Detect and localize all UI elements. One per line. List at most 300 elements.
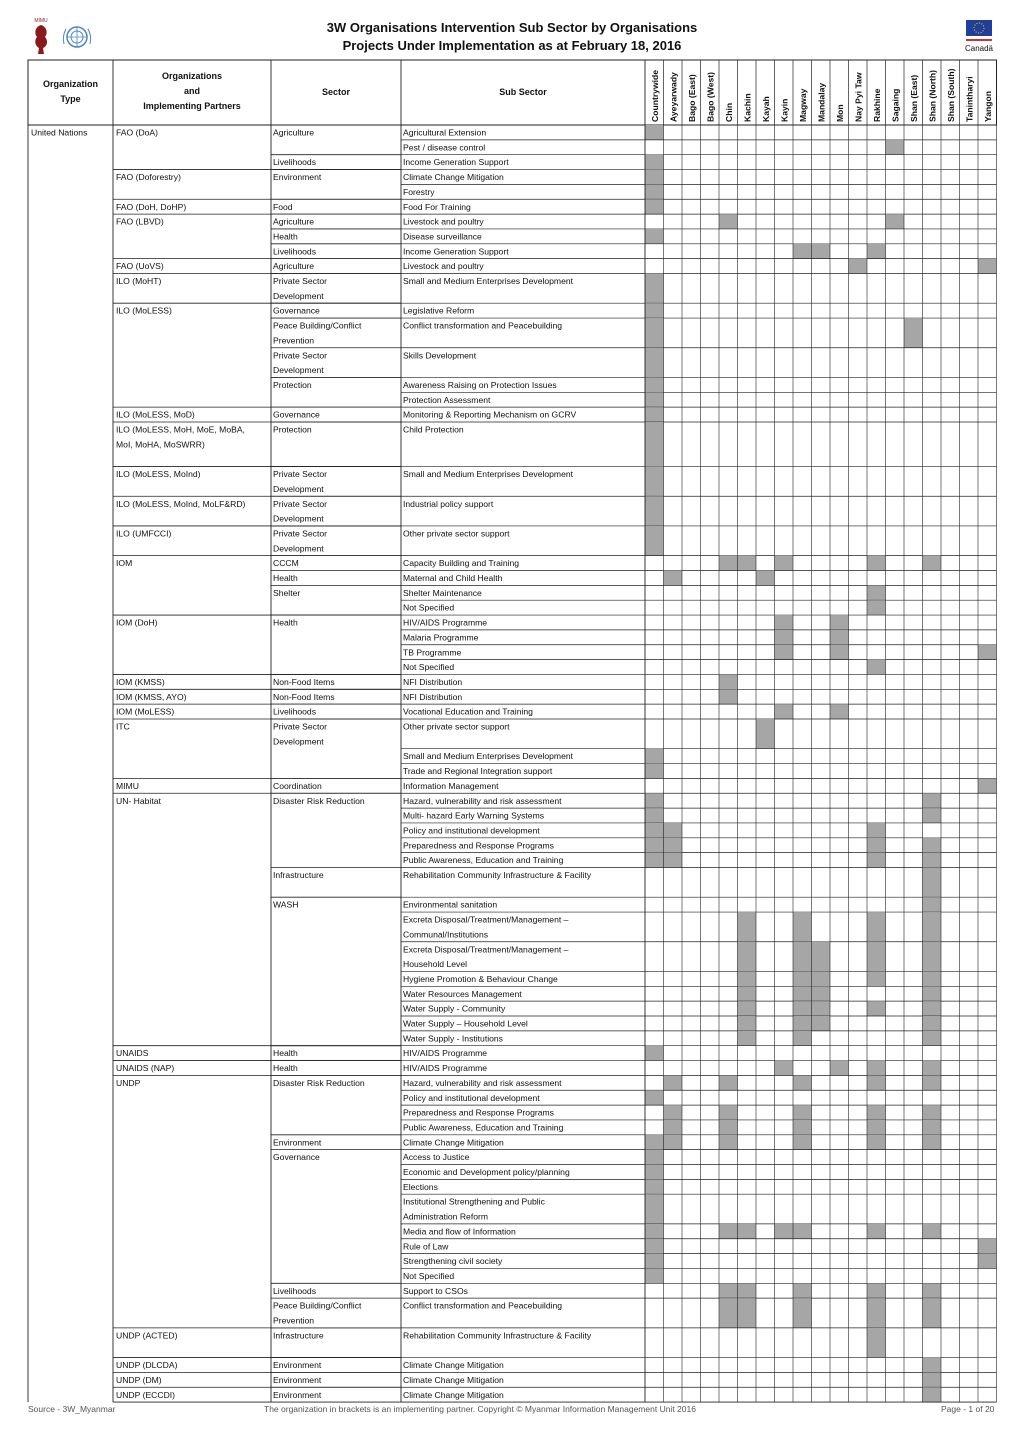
sector-name: Livelihoods (273, 706, 316, 717)
sub-sector-name: Trade and Regional Integration support (403, 766, 553, 777)
intervention-table (28, 60, 996, 1400)
sector-name: Governance (273, 1152, 320, 1163)
sub-sector-name: Climate Change Mitigation (403, 1137, 504, 1148)
filled-cell (812, 1016, 831, 1031)
region-header: Tanintharyi (964, 76, 975, 122)
filled-cell (664, 823, 683, 838)
sector-name: Private Sector (273, 498, 327, 509)
canada-logo-text: Canadä (964, 44, 994, 53)
filled-cell (923, 1224, 942, 1239)
region-header: Nay Pyi Taw (853, 72, 864, 122)
filled-cell (738, 1016, 757, 1031)
eu-canada-logo-icon (962, 18, 996, 54)
sub-sector-name: Forestry (403, 186, 435, 197)
filled-cell (923, 1283, 942, 1298)
region-header: Shan (South) (945, 68, 956, 122)
filled-cell (923, 1135, 942, 1150)
filled-cell (645, 125, 664, 140)
filled-cell (645, 199, 664, 214)
filled-cell (664, 1120, 683, 1135)
sub-sector-name: Maternal and Child Health (403, 573, 503, 583)
sub-sector-name: Conflict transformation and Peacebuilding (403, 320, 563, 331)
filled-cell (775, 704, 794, 719)
filled-cell (867, 1120, 886, 1135)
sector-name: Prevention (273, 1315, 315, 1326)
organization-name: UNAIDS (NAP) (116, 1063, 175, 1074)
region-header: Bago (East) (686, 74, 697, 122)
header-sector: Sector (321, 87, 351, 97)
filled-cell (923, 868, 942, 898)
filled-cell (923, 1061, 942, 1076)
filled-cell (867, 1105, 886, 1120)
organization-name: ITC (116, 721, 130, 732)
sub-sector-name: Information Management (403, 780, 499, 791)
filled-cell (645, 526, 664, 556)
sub-sector-name: Strengthening civil society (403, 1256, 503, 1267)
filled-cell (867, 942, 886, 972)
filled-cell (645, 184, 664, 199)
organization-name: IOM (DoH) (116, 617, 158, 628)
filled-cell (645, 1046, 664, 1061)
region-header: Yangon (982, 90, 993, 122)
organization-name: ILO (MoLESS) (116, 305, 172, 316)
filled-cell (756, 719, 775, 749)
sector-name: Private Sector (273, 721, 327, 732)
region-header: Chin (723, 102, 734, 122)
sub-sector-name: Monitoring & Reporting Mechanism on GCRV (403, 409, 577, 420)
sub-sector-name: Excreta Disposal/Treatment/Management – (403, 914, 569, 925)
filled-cell (867, 1224, 886, 1239)
sub-sector-name: Rehabilitation Community Infrastructure & Facility (403, 1330, 592, 1341)
organization-name: IOM (KMSS, AYO) (116, 691, 187, 702)
filled-cell (645, 348, 664, 378)
header-org-type: Organization (42, 79, 99, 89)
sub-sector-name: Pest / disease control (403, 142, 486, 153)
organization-name: ILO (MoHT) (116, 276, 162, 286)
filled-cell (923, 1075, 942, 1090)
filled-cell (923, 1001, 942, 1016)
organization-name: FAO (DoH, DoHP) (116, 201, 187, 212)
filled-cell (867, 244, 886, 259)
filled-cell (793, 1031, 812, 1046)
filled-cell (645, 274, 664, 304)
intervention-grid (28, 60, 996, 1400)
filled-cell (793, 1016, 812, 1031)
filled-cell (645, 229, 664, 244)
filled-cell (830, 1061, 849, 1076)
sector-name: Private Sector (273, 469, 327, 480)
filled-cell (738, 942, 757, 972)
sub-sector-name: Household Level (403, 959, 468, 970)
filled-cell (775, 556, 794, 571)
sector-name: Environment (273, 1360, 322, 1371)
filled-cell (645, 377, 664, 392)
sub-sector-name: Economic and Development policy/planning (403, 1167, 570, 1177)
filled-cell (867, 1328, 886, 1358)
region-header: Sagaing (890, 88, 901, 122)
sub-sector-name: Malaria Programme (403, 632, 479, 643)
filled-cell (923, 912, 942, 942)
filled-cell (849, 259, 868, 274)
filled-cell (645, 1194, 664, 1224)
un-logo-icon (60, 24, 94, 50)
sector-name: Coordination (273, 780, 322, 791)
filled-cell (719, 689, 738, 704)
region-header: Ayeyarwady (668, 72, 679, 122)
filled-cell (923, 986, 942, 1001)
sector-name: Governance (273, 305, 320, 316)
filled-cell (830, 645, 849, 660)
sub-sector-name: Public Awareness, Education and Training (403, 855, 564, 866)
sub-sector-name: Capacity Building and Training (403, 558, 520, 569)
sub-sector-name: Public Awareness, Education and Training (403, 1122, 564, 1133)
sub-sector-name: Environmental sanitation (403, 899, 498, 910)
region-header: Countrywide (649, 69, 660, 122)
region-header: Kayah (760, 96, 771, 122)
filled-cell (923, 1372, 942, 1387)
sub-sector-name: Awareness Raising on Protection Issues (403, 379, 557, 390)
sub-sector-name: Livestock and poultry (403, 261, 484, 272)
organization-name: ILO (MoLESS, MoD) (116, 409, 195, 420)
sub-sector-name: Hygiene Promotion & Behaviour Change (403, 973, 558, 984)
filled-cell (645, 1268, 664, 1283)
sub-sector-name: Small and Medium Enterprises Development (403, 469, 574, 480)
sector-name: Health (273, 1048, 298, 1059)
sector-name: Development (273, 543, 324, 554)
filled-cell (645, 155, 664, 170)
filled-cell (738, 1224, 757, 1239)
sub-sector-name: Protection Assessment (403, 394, 491, 405)
sub-sector-name: Policy and institutional development (403, 825, 540, 836)
filled-cell (645, 838, 664, 853)
filled-cell (738, 1001, 757, 1016)
sector-name: Private Sector (273, 276, 327, 286)
filled-cell (719, 1120, 738, 1135)
filled-cell (793, 1120, 812, 1135)
sub-sector-name: Media and flow of Information (403, 1226, 516, 1237)
footer-source: Source - 3W_Myanmar (28, 1404, 116, 1414)
sector-name: Development (273, 365, 324, 376)
filled-cell (645, 496, 664, 526)
sector-name: Development (273, 513, 324, 524)
filled-cell (719, 674, 738, 689)
filled-cell (904, 318, 923, 348)
sector-name: Protection (273, 424, 312, 435)
sector-name: Disaster Risk Reduction (273, 1077, 365, 1088)
sector-name: Livelihoods (273, 1285, 316, 1296)
filled-cell (645, 1254, 664, 1269)
filled-cell (645, 303, 664, 318)
sector-name: Infrastructure (273, 870, 324, 880)
filled-cell (719, 1283, 738, 1298)
filled-cell (867, 853, 886, 868)
filled-cell (923, 1358, 942, 1373)
sub-sector-name: Access to Justice (403, 1152, 470, 1163)
sector-name: Development (273, 483, 324, 494)
sub-sector-name: Hazard, vulnerability and risk assessment (403, 795, 562, 806)
filled-cell (867, 823, 886, 838)
report-title: 3W Organisations Intervention Sub Sector by Organisations (326, 20, 698, 35)
filled-cell (978, 259, 997, 274)
filled-cell (793, 244, 812, 259)
sector-name: Private Sector (273, 528, 327, 539)
filled-cell (923, 1031, 942, 1046)
filled-cell (867, 971, 886, 986)
sub-sector-name: Legislative Reform (403, 305, 475, 316)
filled-cell (793, 971, 812, 986)
sector-name: Health (273, 1063, 298, 1074)
filled-cell (793, 1224, 812, 1239)
filled-cell (645, 808, 664, 823)
filled-cell (923, 838, 942, 853)
filled-cell (867, 1298, 886, 1328)
filled-cell (867, 1283, 886, 1298)
sub-sector-name: Income Generation Support (403, 246, 509, 257)
sector-name: Protection (273, 379, 312, 390)
filled-cell (645, 467, 664, 497)
sub-sector-name: Multi- hazard Early Warning Systems (403, 810, 545, 821)
sub-sector-name: Vocational Education and Training (403, 706, 533, 717)
filled-cell (719, 1105, 738, 1120)
organization-name: ILO (MoLESS, MoInd, MoLF&RD) (116, 498, 246, 509)
filled-cell (867, 1135, 886, 1150)
filled-cell (793, 1075, 812, 1090)
organization-name: MoI, MoHA, MoSWRR) (116, 439, 205, 450)
sector-name: Environment (273, 172, 322, 183)
sub-sector-name: Income Generation Support (403, 157, 509, 168)
organization-name: UNDP (DM) (116, 1374, 162, 1385)
region-header: Magway (797, 88, 808, 122)
sub-sector-name: Climate Change Mitigation (403, 1389, 504, 1400)
filled-cell (645, 764, 664, 779)
filled-cell (923, 808, 942, 823)
sub-sector-name: Child Protection (403, 424, 464, 435)
sub-sector-name: Rehabilitation Community Infrastructure & Facility (403, 870, 592, 880)
sub-sector-name: Water Supply – Household Level (403, 1018, 528, 1029)
filled-cell (793, 1298, 812, 1328)
filled-cell (645, 392, 664, 407)
filled-cell (645, 853, 664, 868)
filled-cell (664, 571, 683, 586)
organization-name: IOM (MoLESS) (116, 706, 175, 717)
filled-cell (719, 1135, 738, 1150)
filled-cell (645, 793, 664, 808)
filled-cell (867, 585, 886, 600)
filled-cell (923, 1016, 942, 1031)
header-sub-sector: Sub Sector (499, 87, 547, 97)
filled-cell (738, 556, 757, 571)
filled-cell (645, 823, 664, 838)
filled-cell (793, 986, 812, 1001)
filled-cell (867, 600, 886, 615)
sub-sector-name: Communal/Institutions (403, 929, 489, 940)
header-organizations: Organizations (161, 71, 223, 81)
filled-cell (812, 1001, 831, 1016)
filled-cell (738, 1298, 757, 1328)
filled-cell (664, 853, 683, 868)
sector-name: Agriculture (273, 216, 315, 227)
sector-name: Agriculture (273, 127, 315, 138)
sub-sector-name: Excreta Disposal/Treatment/Management – (403, 944, 569, 955)
filled-cell (923, 942, 942, 972)
filled-cell (738, 1283, 757, 1298)
region-header: Bago (West) (705, 72, 716, 122)
filled-cell (738, 986, 757, 1001)
filled-cell (775, 1224, 794, 1239)
filled-cell (645, 1150, 664, 1165)
sub-sector-name: NFI Distribution (403, 676, 463, 687)
filled-cell (793, 1283, 812, 1298)
sub-sector-name: HIV/AIDS Programme (403, 1063, 488, 1074)
filled-cell (978, 1254, 997, 1269)
organization-name: FAO (LBVD) (116, 216, 164, 227)
page-footer (0, 1404, 1024, 1424)
sub-sector-name: Policy and institutional development (403, 1092, 540, 1103)
filled-cell (738, 971, 757, 986)
filled-cell (645, 1224, 664, 1239)
filled-cell (645, 407, 664, 422)
organization-name: UNAIDS (116, 1048, 149, 1059)
sector-name: Non-Food Items (273, 691, 335, 702)
sector-name: Development (273, 736, 324, 747)
sub-sector-name: HIV/AIDS Programme (403, 1048, 488, 1059)
filled-cell (978, 645, 997, 660)
filled-cell (867, 1075, 886, 1090)
filled-cell (867, 838, 886, 853)
sub-sector-name: Shelter Maintenance (403, 587, 482, 598)
sub-sector-name: Hazard, vulnerability and risk assessment (403, 1077, 562, 1088)
sub-sector-name: Rule of Law (403, 1241, 449, 1252)
sector-name: Food (273, 201, 293, 212)
organization-name: FAO (Doforestry) (116, 172, 181, 183)
sub-sector-name: Administration Reform (403, 1211, 489, 1222)
filled-cell (812, 971, 831, 986)
sub-sector-name: Livestock and poultry (403, 216, 484, 227)
filled-cell (738, 912, 757, 942)
sector-name: Health (273, 617, 298, 628)
filled-cell (867, 1001, 886, 1016)
organization-name: UN- Habitat (116, 795, 161, 806)
sub-sector-name: Preparedness and Response Programs (403, 840, 554, 851)
sub-sector-name: Not Specified (403, 1270, 455, 1281)
sector-name: Health (273, 231, 298, 242)
organization-name: ILO (UMFCCI) (116, 528, 172, 539)
organization-type: United Nations (31, 127, 88, 138)
sector-name: Prevention (273, 335, 315, 346)
filled-cell (867, 1061, 886, 1076)
footer-note: The organization in brackets is an implementing partner. Copyright © Myanmar Information Management Unit 2016 (264, 1404, 696, 1414)
filled-cell (645, 1165, 664, 1180)
sector-name: Governance (273, 409, 320, 420)
filled-cell (793, 1001, 812, 1016)
organization-name: UNDP (ACTED) (116, 1330, 178, 1341)
sub-sector-name: Food For Training (403, 201, 471, 212)
filled-cell (793, 1105, 812, 1120)
sub-sector-name: Climate Change Mitigation (403, 172, 504, 183)
filled-cell (867, 556, 886, 571)
sub-sector-name: Not Specified (403, 602, 455, 613)
sector-name: CCCM (273, 558, 299, 569)
filled-cell (886, 214, 905, 229)
sub-sector-name: Other private sector support (403, 721, 510, 732)
filled-cell (738, 1031, 757, 1046)
filled-cell (645, 749, 664, 764)
sector-name: Shelter (273, 587, 301, 598)
sub-sector-name: Industrial policy support (403, 498, 494, 509)
filled-cell (775, 1061, 794, 1076)
sub-sector-name: Support to CSOs (403, 1285, 468, 1296)
filled-cell (812, 942, 831, 972)
filled-cell (923, 971, 942, 986)
filled-cell (664, 1105, 683, 1120)
header-organizations: and (183, 86, 201, 96)
sub-sector-name: HIV/AIDS Programme (403, 617, 488, 628)
region-header: Rakhine (871, 88, 882, 122)
sector-name: Disaster Risk Reduction (273, 795, 365, 806)
filled-cell (923, 1387, 942, 1402)
sub-sector-name: Disease surveillance (403, 231, 482, 242)
filled-cell (775, 645, 794, 660)
header-org-type: Type (60, 94, 81, 104)
sub-sector-name: TB Programme (403, 647, 462, 658)
organization-name: ILO (MoLESS, MoInd) (116, 469, 201, 480)
sector-name: Environment (273, 1137, 322, 1148)
filled-cell (756, 571, 775, 586)
sub-sector-name: Skills Development (403, 350, 477, 361)
filled-cell (867, 912, 886, 942)
filled-cell (812, 986, 831, 1001)
sub-sector-name: Small and Medium Enterprises Development (403, 276, 574, 286)
sub-sector-name: Water Supply - Community (403, 1003, 506, 1014)
organization-name: MIMU (116, 780, 139, 791)
region-header: Kachin (742, 93, 753, 122)
report-subtitle: Projects Under Implementation as at February 18, 2016 (342, 38, 682, 53)
filled-cell (886, 140, 905, 155)
filled-cell (923, 556, 942, 571)
organization-name: UNDP (DLCDA) (116, 1360, 178, 1371)
footer-page-number: Page - 1 of 20 (941, 1404, 995, 1414)
sub-sector-name: Conflict transformation and Peacebuilding (403, 1300, 563, 1311)
filled-cell (793, 1135, 812, 1150)
sub-sector-name: NFI Distribution (403, 691, 463, 702)
filled-cell (867, 660, 886, 675)
mimu-logo-text: MIMU (34, 18, 48, 24)
filled-cell (923, 1298, 942, 1328)
filled-cell (719, 1075, 738, 1090)
filled-cell (645, 422, 664, 467)
filled-cell (812, 244, 831, 259)
filled-cell (923, 897, 942, 912)
organization-name: ILO (MoLESS, MoH, MoE, MoBA, (116, 424, 245, 435)
organization-name: IOM (KMSS) (116, 676, 165, 687)
sector-name: Health (273, 573, 298, 583)
sector-name: Agriculture (273, 261, 315, 272)
sector-name: Livelihoods (273, 246, 316, 257)
sector-name: Livelihoods (273, 157, 316, 168)
filled-cell (775, 615, 794, 630)
sub-sector-name: Small and Medium Enterprises Development (403, 751, 574, 762)
filled-cell (645, 318, 664, 348)
filled-cell (830, 615, 849, 630)
report-header (0, 0, 1024, 60)
organization-name: UNDP (116, 1077, 141, 1088)
sector-name: Non-Food Items (273, 676, 335, 687)
sub-sector-name: Water Supply - Institutions (403, 1033, 503, 1044)
sector-name: Peace Building/Conflict (273, 1300, 362, 1311)
organization-name: IOM (116, 558, 133, 569)
region-header: Shan (East) (908, 74, 919, 122)
sector-name: Private Sector (273, 350, 327, 361)
